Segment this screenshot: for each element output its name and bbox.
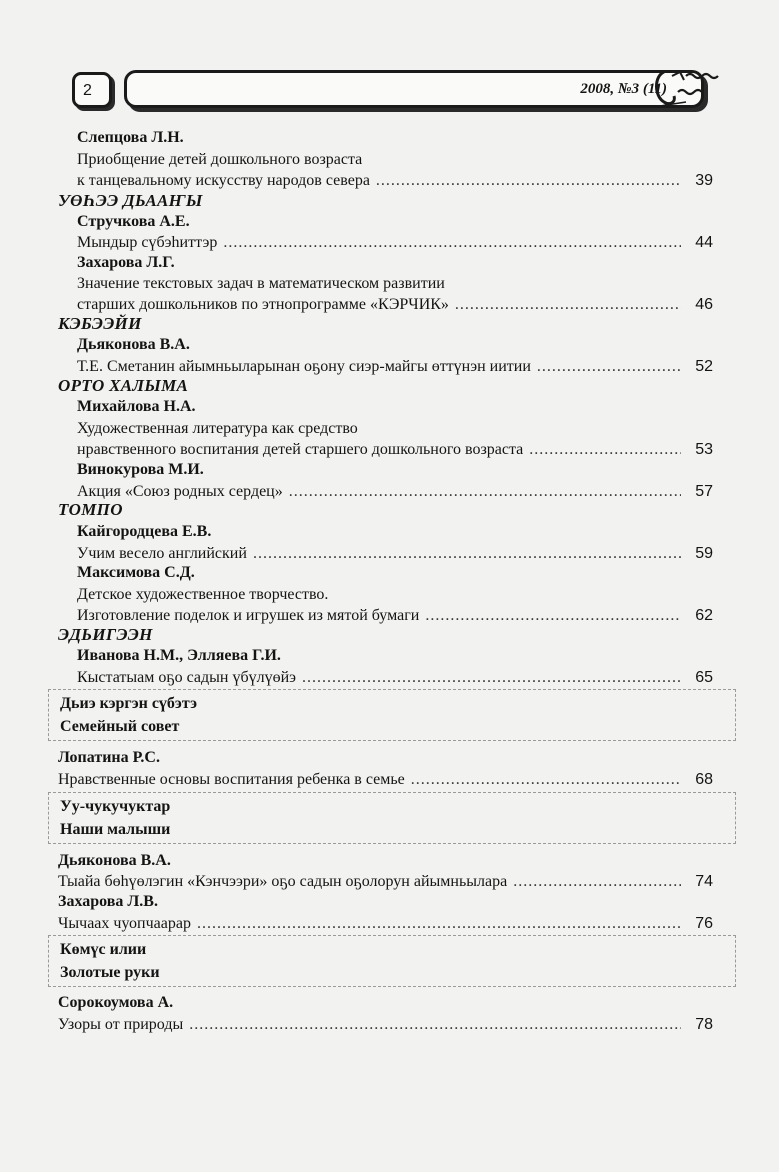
page-ref: 44	[695, 234, 713, 251]
entry-title: Кыстатыам оҕо садын үбүлүөйэ	[77, 669, 297, 686]
rubric-box	[48, 935, 736, 987]
entry-title: к танцевальному искусству народов севера	[77, 172, 370, 189]
author-name: Кайгородцева Е.В.	[77, 523, 212, 540]
entry-title-line: Детское художественное творчество.	[77, 586, 329, 603]
dot-leader	[411, 770, 681, 790]
page-ref: 59	[695, 545, 713, 562]
toc-entry[interactable]	[77, 171, 713, 191]
toc-entry[interactable]	[77, 233, 713, 253]
rubric-title: Уу-чукучуктар	[60, 798, 171, 815]
entry-title: Учим весело английский	[77, 545, 247, 562]
dot-leader	[253, 544, 681, 564]
author-name: Захарова Л.Г.	[77, 254, 175, 271]
page-number: 2	[83, 82, 92, 99]
page-ref: 53	[695, 441, 713, 458]
dot-leader	[289, 482, 681, 502]
toc-entry[interactable]	[58, 872, 713, 892]
issue-label: 2008, №3 (11)	[580, 81, 667, 97]
page-ref: 52	[695, 358, 713, 375]
entry-title: Нравственные основы воспитания ребенка в семье	[58, 771, 405, 788]
entry-title-line: Значение текстовых задач в математическом развитии	[77, 275, 445, 292]
entry-title-line: Приобщение детей дошкольного возраста	[77, 151, 363, 168]
page-header	[72, 70, 712, 114]
rubric-title: Көмүс илии	[60, 941, 147, 958]
toc-entry[interactable]	[77, 440, 713, 460]
author-name: Слепцова Л.Н.	[77, 129, 184, 146]
page-ref: 57	[695, 483, 713, 500]
author-name: Сорокоумова А.	[58, 994, 174, 1011]
author-name: Стручкова А.Е.	[77, 213, 190, 230]
entry-title: Изготовление поделок и игрушек из мятой бумаги	[77, 607, 420, 624]
toc-entry[interactable]	[77, 295, 713, 315]
dot-leader	[376, 171, 681, 191]
page-ref: 78	[695, 1016, 713, 1033]
author-name: Лопатина Р.С.	[58, 749, 160, 766]
rubric-subtitle: Наши малыши	[60, 821, 171, 838]
toc-entry[interactable]	[77, 606, 713, 626]
dot-leader	[197, 914, 681, 934]
rubric-box	[48, 792, 736, 844]
toc-entry[interactable]	[77, 544, 713, 564]
dot-leader	[302, 668, 681, 688]
toc-entry[interactable]	[77, 668, 713, 688]
page-ref: 65	[695, 669, 713, 686]
page-ref: 39	[695, 172, 713, 189]
entry-title: Т.Е. Сметанин айымньыларынан оҕону сиэр-майгы өттүнэн иитии	[77, 358, 531, 375]
magazine-logo-icon	[650, 62, 730, 112]
rubric-box	[48, 689, 736, 741]
page-ref: 68	[695, 771, 713, 788]
section-heading: КЭБЭЭЙИ	[58, 314, 142, 333]
entry-title: Узоры от природы	[58, 1016, 184, 1033]
author-name: Захарова Л.В.	[58, 893, 158, 910]
rubric-subtitle: Семейный совет	[60, 718, 180, 735]
header-bar	[124, 70, 704, 108]
dot-leader	[537, 357, 681, 377]
entry-title: Тыайа бөһүөлэгин «Кэнчээри» оҕо садын оҕолорун айымньылара	[58, 873, 508, 890]
page-ref: 62	[695, 607, 713, 624]
author-name: Максимова С.Д.	[77, 564, 195, 581]
entry-title: Акция «Союз родных сердец»	[77, 483, 283, 500]
dot-leader	[455, 295, 681, 315]
author-name: Дьяконова В.А.	[58, 852, 171, 869]
entry-title: нравственного воспитания детей старшего дошкольного возраста	[77, 441, 524, 458]
entry-title: Мындыр сүбэһиттэр	[77, 234, 218, 251]
author-name: Дьяконова В.А.	[77, 336, 190, 353]
toc-entry[interactable]	[58, 914, 713, 934]
author-name: Михайлова Н.А.	[77, 398, 196, 415]
rubric-title: Дьиэ кэргэн сүбэтэ	[60, 695, 198, 712]
dot-leader	[425, 606, 681, 626]
section-heading: ОРТО ХАЛЫМА	[58, 376, 189, 395]
page-ref: 46	[695, 296, 713, 313]
toc-entry[interactable]	[58, 1015, 713, 1035]
dot-leader	[223, 233, 681, 253]
entry-title-line: Художественная литература как средство	[77, 420, 358, 437]
author-name: Иванова Н.М., Элляева Г.И.	[77, 647, 281, 664]
entry-title: старших дошкольников по этнопрограмме «КЭРЧИК»	[77, 296, 449, 313]
author-name: Винокурова М.И.	[77, 461, 204, 478]
dot-leader	[513, 872, 681, 892]
page-ref: 76	[695, 915, 713, 932]
toc-entry[interactable]	[77, 357, 713, 377]
page-ref: 74	[695, 873, 713, 890]
rubric-subtitle: Золотые руки	[60, 964, 160, 981]
section-heading: УӨҺЭЭ ДЬААҤЫ	[58, 191, 203, 210]
dot-leader	[189, 1015, 681, 1035]
page-number-box	[72, 72, 112, 108]
section-heading: ТОМПО	[58, 500, 123, 519]
toc-entry[interactable]	[77, 482, 713, 502]
dot-leader	[529, 440, 681, 460]
section-heading: ЭДЬИГЭЭН	[58, 625, 153, 644]
entry-title: Чычаах чуопчаарар	[58, 915, 191, 932]
toc-entry[interactable]	[58, 770, 713, 790]
